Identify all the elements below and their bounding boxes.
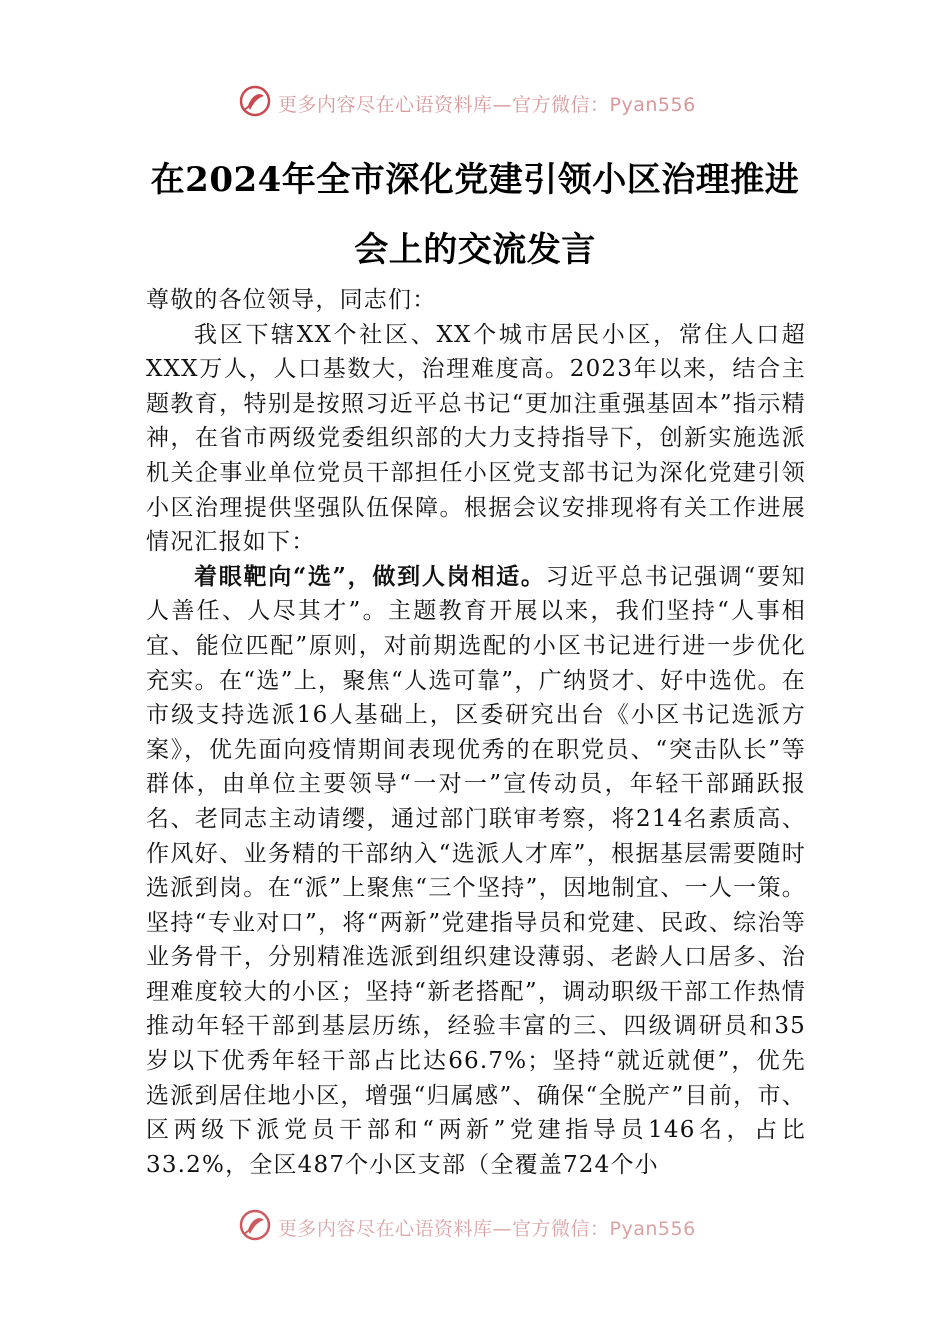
- section-text: 习近平总书记强调“要知人善任、人尽其才”。主题教育开展以来，我们坚持“人事相宜、能位匹配”原则，对前期选配的小区书记进行进一步优化充实。在“选”上，聚焦“人选可靠”，广纳贤才、好中选优。在市级支持选派16人基础上，区委研究出台《小区书记选派方案》，优先面向疫情期间表现优秀的在职党员、“突击队长”等群体，由单位主要领导“一对一”宣传动员，年轻干部踊跃报名、老同志主动请缨，通过部门联审考察，将214名素质高、作风好、业务精的干部纳入“选派人才库”，根据基层需要随时选派到岗。在“派”上聚焦“三个坚持”，因地制宜、一人一策。坚持“专业对口”，将“两新”党建指导员和党建、民政、综治等业务骨干，分别精准选派到组织建设薄弱、老龄人口居多、治理难度较大的小区；坚持“新老搭配”，调动职级干部工作热情推动年轻干部到基层历练，经验丰富的三、四级调研员和35岁以下优秀年轻干部占比达66.7%；坚持“就近就便”，优先选派到居住地小区，增强“归属感”、确保“全脱产”目前，市、区两级下派党员干部和“两新”党建指导员146名，占比33.2%，全区487个小区支部（全覆盖724个小: [146, 563, 806, 1178]
- document-body: [146, 283, 806, 1182]
- paragraph-section-1: [146, 560, 806, 1183]
- watermark-text: 更多内容尽在心语资料库—官方微信：Pyan556: [278, 1217, 696, 1240]
- section-heading: 着眼靶向“选”，做到人岗相适。: [194, 562, 546, 590]
- document-title-line-2: 会上的交流发言: [354, 230, 596, 270]
- watermark-footer: [238, 1210, 696, 1244]
- watermark-text: 更多内容尽在心语资料库—官方微信：Pyan556: [278, 93, 696, 116]
- paragraph-intro: 我区下辖XX个社区、XX个城市居民小区，常住人口超XXX万人，人口基数大，治理难度高。2023年以来，结合主题教育，特别是按照习近平总书记“更加注重强基固本”指示精神，在省市两级党委组织部的大力支持指导下，创新实施选派机关企事业单位党员干部担任小区党支部书记为深化党建引领小区治理提供坚强队伍保障。根据会议安排现将有关工作进展情况汇报如下：: [146, 321, 806, 556]
- logo-icon: [238, 1208, 272, 1247]
- document-title-line-1: 在2024年全市深化党建引领小区治理推进: [150, 160, 800, 200]
- salutation: 尊敬的各位领导，同志们：: [146, 287, 437, 313]
- logo-icon: [238, 84, 272, 123]
- watermark-header: [238, 86, 696, 120]
